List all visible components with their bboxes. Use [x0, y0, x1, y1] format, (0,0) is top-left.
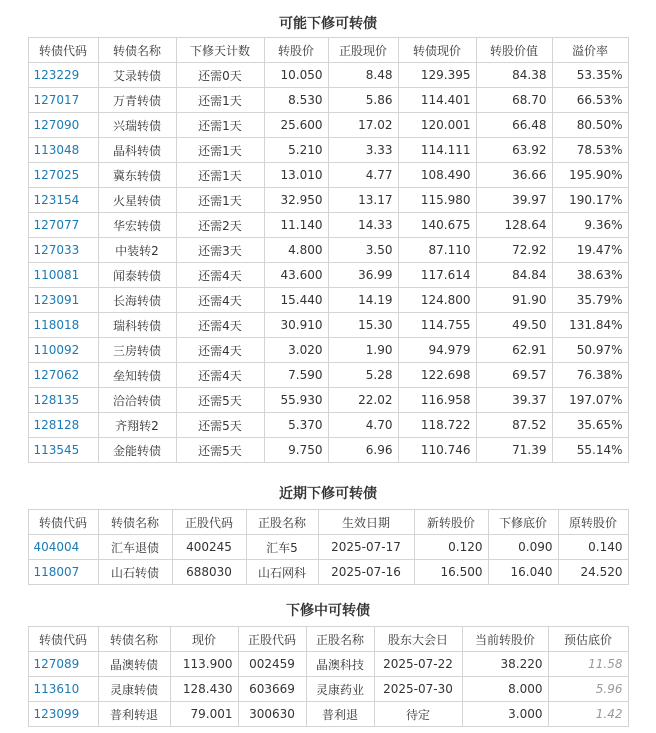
- table-cell: 128.64: [476, 213, 552, 238]
- table-cell: 晶科转债: [98, 138, 176, 163]
- table-row: [28, 188, 628, 213]
- table-cell: 110.746: [398, 438, 476, 463]
- table-row: [28, 288, 628, 313]
- bond-code-link[interactable]: 127090: [33, 118, 80, 132]
- table-cell: 2025-07-16: [318, 560, 414, 585]
- column-header: 转债代码: [28, 38, 98, 63]
- table-cell: 11.58: [548, 652, 628, 677]
- table-cell: 7.590: [264, 363, 328, 388]
- bond-code-link[interactable]: 123091: [33, 293, 80, 307]
- bond-code-link[interactable]: 127089: [33, 657, 80, 671]
- column-header: 现价: [170, 627, 238, 652]
- table-row: [28, 238, 628, 263]
- table-cell: 4.77: [328, 163, 398, 188]
- column-header: 生效日期: [318, 510, 414, 535]
- bond-code-cell: [28, 138, 98, 163]
- column-header: 转债名称: [98, 510, 172, 535]
- table-cell: 3.000: [462, 702, 548, 727]
- bond-code-cell: [28, 163, 98, 188]
- table-cell: 24.520: [558, 560, 628, 585]
- recent-revision-table: [28, 509, 629, 585]
- table-cell: 还需5天: [176, 438, 264, 463]
- section-title: 近期下修可转债: [279, 486, 377, 502]
- table-cell: 117.614: [398, 263, 476, 288]
- table-row: [28, 413, 628, 438]
- table-cell: 190.17%: [552, 188, 628, 213]
- table-cell: 山石转债: [98, 560, 172, 585]
- table-row: [28, 338, 628, 363]
- table-cell: 63.92: [476, 138, 552, 163]
- table-cell: 4.800: [264, 238, 328, 263]
- column-header: 股东大会日: [374, 627, 462, 652]
- table-cell: 还需4天: [176, 338, 264, 363]
- column-header: 转债名称: [98, 38, 176, 63]
- table-cell: 53.35%: [552, 63, 628, 88]
- table-cell: 35.79%: [552, 288, 628, 313]
- table-cell: 32.950: [264, 188, 328, 213]
- bond-code-link[interactable]: 127062: [33, 368, 80, 382]
- table-row: [28, 388, 628, 413]
- bond-code-cell: [28, 388, 98, 413]
- table-row: [28, 560, 628, 585]
- table-cell: 118.722: [398, 413, 476, 438]
- table-cell: 94.979: [398, 338, 476, 363]
- table-cell: 艾录转债: [98, 63, 176, 88]
- table-row: [28, 263, 628, 288]
- bond-code-link[interactable]: 118007: [33, 565, 80, 579]
- table-cell: 13.17: [328, 188, 398, 213]
- table-cell: 还需5天: [176, 388, 264, 413]
- table-cell: 14.33: [328, 213, 398, 238]
- table-cell: 002459: [238, 652, 306, 677]
- table-cell: 116.958: [398, 388, 476, 413]
- bond-code-link[interactable]: 127077: [33, 218, 80, 232]
- table-cell: 还需4天: [176, 363, 264, 388]
- bond-code-cell: [28, 288, 98, 313]
- column-header: 正股现价: [328, 38, 398, 63]
- bond-code-link[interactable]: 113048: [33, 143, 80, 157]
- column-header: 正股名称: [306, 627, 374, 652]
- table-cell: 还需0天: [176, 63, 264, 88]
- bond-code-cell: [28, 238, 98, 263]
- table-row: [28, 313, 628, 338]
- table-cell: 87.110: [398, 238, 476, 263]
- bond-code-cell: [28, 677, 98, 702]
- table-cell: 1.42: [548, 702, 628, 727]
- table-cell: 84.38: [476, 63, 552, 88]
- bond-code-cell: [28, 560, 98, 585]
- table-cell: 49.50: [476, 313, 552, 338]
- bond-code-cell: [28, 188, 98, 213]
- section-recent-downward-revision: [0, 484, 656, 585]
- table-header-row: [28, 510, 628, 535]
- column-header: 原转股价: [558, 510, 628, 535]
- table-cell: 8.000: [462, 677, 548, 702]
- table-cell: 万青转债: [98, 88, 176, 113]
- table-cell: 灵康转债: [98, 677, 170, 702]
- table-cell: 汇车5: [246, 535, 318, 560]
- table-cell: 25.600: [264, 113, 328, 138]
- table-cell: 还需1天: [176, 188, 264, 213]
- section-title: 下修中可转债: [286, 603, 370, 619]
- bond-code-cell: [28, 263, 98, 288]
- table-cell: 1.90: [328, 338, 398, 363]
- table-cell: 3.020: [264, 338, 328, 363]
- table-cell: 还需1天: [176, 88, 264, 113]
- table-cell: 还需4天: [176, 263, 264, 288]
- table-cell: 普利转退: [98, 702, 170, 727]
- table-cell: 114.755: [398, 313, 476, 338]
- bond-code-link[interactable]: 123229: [33, 68, 80, 82]
- table-cell: 还需1天: [176, 138, 264, 163]
- table-cell: 124.800: [398, 288, 476, 313]
- table-cell: 13.010: [264, 163, 328, 188]
- table-cell: 197.07%: [552, 388, 628, 413]
- table-cell: 14.19: [328, 288, 398, 313]
- table-cell: 55.930: [264, 388, 328, 413]
- table-cell: 4.70: [328, 413, 398, 438]
- bond-code-link[interactable]: 123099: [33, 707, 80, 721]
- bond-code-cell: [28, 213, 98, 238]
- table-cell: 131.84%: [552, 313, 628, 338]
- table-cell: 还需3天: [176, 238, 264, 263]
- table-cell: 兴瑞转债: [98, 113, 176, 138]
- table-row: [28, 677, 628, 702]
- bond-code-cell: [28, 113, 98, 138]
- table-row: [28, 113, 628, 138]
- table-cell: 38.63%: [552, 263, 628, 288]
- table-cell: 中装转2: [98, 238, 176, 263]
- table-cell: 垒知转债: [98, 363, 176, 388]
- column-header: 转债代码: [28, 510, 98, 535]
- table-cell: 62.91: [476, 338, 552, 363]
- table-cell: 0.120: [414, 535, 488, 560]
- table-row: [28, 88, 628, 113]
- table-cell: 5.28: [328, 363, 398, 388]
- bond-code-cell: [28, 363, 98, 388]
- bond-code-cell: [28, 652, 98, 677]
- table-cell: 10.050: [264, 63, 328, 88]
- table-cell: 5.96: [548, 677, 628, 702]
- section-possible-downward-revision: [0, 14, 656, 463]
- table-cell: 待定: [374, 702, 462, 727]
- table-cell: 5.370: [264, 413, 328, 438]
- table-cell: 35.65%: [552, 413, 628, 438]
- table-cell: 还需4天: [176, 288, 264, 313]
- table-cell: 还需1天: [176, 163, 264, 188]
- column-header: 正股名称: [246, 510, 318, 535]
- table-cell: 15.440: [264, 288, 328, 313]
- table-cell: 39.97: [476, 188, 552, 213]
- table-cell: 16.500: [414, 560, 488, 585]
- table-cell: 2025-07-22: [374, 652, 462, 677]
- column-header: 当前转股价: [462, 627, 548, 652]
- bond-code-link[interactable]: 128135: [33, 393, 80, 407]
- table-header-row: [28, 627, 628, 652]
- column-header: 下修天计数: [176, 38, 264, 63]
- table-cell: 128.430: [170, 677, 238, 702]
- table-cell: 还需4天: [176, 313, 264, 338]
- table-cell: 39.37: [476, 388, 552, 413]
- table-cell: 300630: [238, 702, 306, 727]
- table-cell: 5.210: [264, 138, 328, 163]
- table-cell: 71.39: [476, 438, 552, 463]
- table-cell: 68.70: [476, 88, 552, 113]
- table-cell: 30.910: [264, 313, 328, 338]
- table-cell: 16.040: [488, 560, 558, 585]
- table-cell: 瑞科转债: [98, 313, 176, 338]
- table-cell: 金能转债: [98, 438, 176, 463]
- table-cell: 114.401: [398, 88, 476, 113]
- table-row: [28, 63, 628, 88]
- table-cell: 84.84: [476, 263, 552, 288]
- table-cell: 78.53%: [552, 138, 628, 163]
- table-cell: 晶澳转债: [98, 652, 170, 677]
- table-cell: 山石网科: [246, 560, 318, 585]
- table-cell: 3.50: [328, 238, 398, 263]
- column-header: 转股价值: [476, 38, 552, 63]
- column-header: 溢价率: [552, 38, 628, 63]
- table-cell: 普利退: [306, 702, 374, 727]
- bond-code-cell: [28, 702, 98, 727]
- table-row: [28, 213, 628, 238]
- table-cell: 3.33: [328, 138, 398, 163]
- table-cell: 72.92: [476, 238, 552, 263]
- table-cell: 15.30: [328, 313, 398, 338]
- bond-code-link[interactable]: 110092: [33, 343, 80, 357]
- table-cell: 0.090: [488, 535, 558, 560]
- table-cell: 69.57: [476, 363, 552, 388]
- bond-code-cell: [28, 338, 98, 363]
- table-cell: 9.36%: [552, 213, 628, 238]
- table-cell: 36.66: [476, 163, 552, 188]
- table-cell: 87.52: [476, 413, 552, 438]
- bond-code-cell: [28, 313, 98, 338]
- table-cell: 灵康药业: [306, 677, 374, 702]
- table-cell: 400245: [172, 535, 246, 560]
- table-header-row: [28, 38, 628, 63]
- table-cell: 91.90: [476, 288, 552, 313]
- table-cell: 齐翔转2: [98, 413, 176, 438]
- table-cell: 80.50%: [552, 113, 628, 138]
- bond-code-link[interactable]: 113610: [33, 682, 80, 696]
- table-cell: 长海转债: [98, 288, 176, 313]
- table-cell: 9.750: [264, 438, 328, 463]
- table-cell: 19.47%: [552, 238, 628, 263]
- table-cell: 还需2天: [176, 213, 264, 238]
- bond-code-cell: [28, 535, 98, 560]
- section-title: 可能下修可转债: [279, 16, 377, 32]
- column-header: 正股代码: [172, 510, 246, 535]
- bond-code-link[interactable]: 128128: [33, 418, 80, 432]
- table-cell: 5.86: [328, 88, 398, 113]
- table-cell: 66.53%: [552, 88, 628, 113]
- table-row: [28, 138, 628, 163]
- table-cell: 还需1天: [176, 113, 264, 138]
- table-row: [28, 438, 628, 463]
- table-cell: 79.001: [170, 702, 238, 727]
- possible-revision-table: [28, 37, 629, 463]
- table-cell: 华宏转债: [98, 213, 176, 238]
- table-cell: 晶澳科技: [306, 652, 374, 677]
- table-cell: 三房转债: [98, 338, 176, 363]
- bond-code-cell: [28, 63, 98, 88]
- table-cell: 122.698: [398, 363, 476, 388]
- column-header: 转债代码: [28, 627, 98, 652]
- table-cell: 11.140: [264, 213, 328, 238]
- column-header: 预估底价: [548, 627, 628, 652]
- table-row: [28, 702, 628, 727]
- table-cell: 603669: [238, 677, 306, 702]
- table-cell: 洽洽转债: [98, 388, 176, 413]
- bond-code-cell: [28, 413, 98, 438]
- column-header: 转股价: [264, 38, 328, 63]
- table-cell: 36.99: [328, 263, 398, 288]
- table-cell: 2025-07-30: [374, 677, 462, 702]
- bond-code-link[interactable]: 123154: [33, 193, 80, 207]
- table-cell: 115.980: [398, 188, 476, 213]
- table-cell: 120.001: [398, 113, 476, 138]
- column-header: 转债现价: [398, 38, 476, 63]
- bond-code-link[interactable]: 127017: [33, 93, 80, 107]
- bond-code-cell: [28, 88, 98, 113]
- table-cell: 66.48: [476, 113, 552, 138]
- column-header: 新转股价: [414, 510, 488, 535]
- bond-code-link[interactable]: 118018: [33, 318, 80, 332]
- table-cell: 43.600: [264, 263, 328, 288]
- table-cell: 129.395: [398, 63, 476, 88]
- table-cell: 114.111: [398, 138, 476, 163]
- bond-code-link[interactable]: 110081: [33, 268, 80, 282]
- table-cell: 闻泰转债: [98, 263, 176, 288]
- section-under-revision: [0, 601, 656, 727]
- table-cell: 38.220: [462, 652, 548, 677]
- bond-code-link[interactable]: 113545: [33, 443, 80, 457]
- table-row: [28, 163, 628, 188]
- table-cell: 195.90%: [552, 163, 628, 188]
- bond-code-link[interactable]: 127025: [33, 168, 80, 182]
- table-cell: 0.140: [558, 535, 628, 560]
- table-cell: 140.675: [398, 213, 476, 238]
- table-cell: 6.96: [328, 438, 398, 463]
- table-cell: 8.48: [328, 63, 398, 88]
- table-cell: 17.02: [328, 113, 398, 138]
- column-header: 正股代码: [238, 627, 306, 652]
- bond-code-link[interactable]: 404004: [33, 540, 80, 554]
- table-cell: 50.97%: [552, 338, 628, 363]
- table-cell: 冀东转债: [98, 163, 176, 188]
- table-cell: 55.14%: [552, 438, 628, 463]
- table-cell: 8.530: [264, 88, 328, 113]
- table-cell: 22.02: [328, 388, 398, 413]
- table-cell: 2025-07-17: [318, 535, 414, 560]
- table-cell: 113.900: [170, 652, 238, 677]
- column-header: 转债名称: [98, 627, 170, 652]
- bond-code-cell: [28, 438, 98, 463]
- column-header: 下修底价: [488, 510, 558, 535]
- table-cell: 汇车退债: [98, 535, 172, 560]
- table-cell: 还需5天: [176, 413, 264, 438]
- table-cell: 76.38%: [552, 363, 628, 388]
- table-row: [28, 535, 628, 560]
- table-cell: 688030: [172, 560, 246, 585]
- under-revision-table: [28, 626, 629, 727]
- table-cell: 108.490: [398, 163, 476, 188]
- table-row: [28, 652, 628, 677]
- table-row: [28, 363, 628, 388]
- table-cell: 火星转债: [98, 188, 176, 213]
- bond-code-link[interactable]: 127033: [33, 243, 80, 257]
